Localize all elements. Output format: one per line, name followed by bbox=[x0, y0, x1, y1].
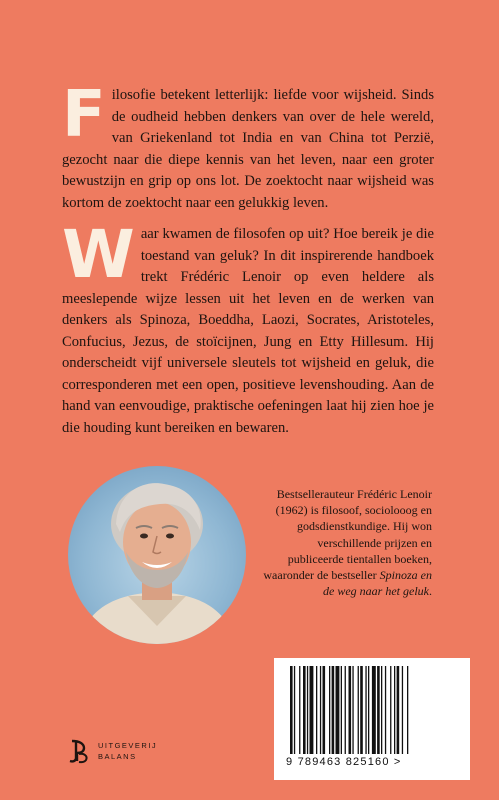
barcode-bar bbox=[390, 666, 391, 754]
intro-text: ilosofie betekent letterlijk: liefde voor wijsheid. Sinds de oudheid hebben denkers van over de hele wereld, van Griekenland tot India en van China tot Perzië, gezocht naar die diepe kennis van het leven, naar een groter bewustzijn en grip op ons lot. De zoektocht naar wijsheid was kortom de zoektocht naar een gelukkig leven. bbox=[62, 87, 434, 211]
barcode-bar bbox=[372, 666, 376, 754]
barcode-bar bbox=[397, 666, 400, 754]
barcode-bar bbox=[377, 666, 380, 754]
barcode-bar bbox=[407, 666, 408, 754]
barcode-bar bbox=[381, 666, 382, 754]
isbn-number: 9 789463 825160 > bbox=[286, 756, 402, 768]
description-text: aar kwamen de filosofen op uit? Hoe bereik je die toestand van geluk? In dit inspirerende handboek trekt Frédéric Lenoir op even heldere als meeslepende wijze lessen uit het leven en de werken van denkers als Spinoza, Boeddha, Laozi, Socrates, Aristoteles, Confucius, Jezus, de stoïcijnen, Jung en Etty Hillesum. Hij onderscheidt vijf universele sleutels tot wijsheid en geluk, die corresponderen met een open, positieve levenshouding. Aan de hand van eenvoudige, praktische oefeningen laat hij zien hoe je die houding kunt bereiken en bewaren. bbox=[62, 226, 434, 436]
barcode-bar bbox=[307, 666, 308, 754]
barcode-bar bbox=[368, 666, 369, 754]
barcode-bar bbox=[320, 666, 321, 754]
barcode-bar bbox=[329, 666, 330, 754]
barcode-bar bbox=[294, 666, 295, 754]
author-bio bbox=[262, 486, 432, 599]
barcode-bar bbox=[332, 666, 335, 754]
barcode-bar bbox=[299, 666, 300, 754]
barcode-bar bbox=[394, 666, 395, 754]
barcode-bar bbox=[349, 666, 352, 754]
barcode-bar bbox=[341, 666, 342, 754]
barcode-bar bbox=[365, 666, 366, 754]
bio-book-title: Spinoza en de weg naar het geluk bbox=[323, 568, 432, 599]
barcode-bar bbox=[385, 666, 386, 754]
dropcap-w: W bbox=[62, 216, 135, 293]
barcode-bar bbox=[323, 666, 326, 754]
description-paragraph bbox=[62, 216, 434, 439]
publisher-name-line2: BALANS bbox=[98, 752, 137, 761]
barcode-bar bbox=[290, 666, 293, 754]
barcode-bar bbox=[345, 666, 346, 754]
author-photo bbox=[68, 466, 246, 644]
author-bio-text: Bestsellerauteur Frédéric Lenoir (1962) is filosoof, sociolooog en godsdienstkundige. Hij won verschillende prijzen en publiceerde tientallen boeken, waaronder de bestseller bbox=[263, 487, 432, 583]
bio-end: . bbox=[429, 584, 432, 599]
barcode-bar bbox=[352, 666, 353, 754]
barcode-bar bbox=[358, 666, 359, 754]
barcode bbox=[274, 658, 470, 780]
barcode-bar bbox=[360, 666, 363, 754]
barcode-bar bbox=[316, 666, 317, 754]
publisher-name-line1: UITGEVERIJ bbox=[98, 741, 158, 750]
dropcap-f: F bbox=[62, 78, 106, 152]
publisher-logo bbox=[66, 738, 157, 764]
barcode-bars bbox=[288, 666, 456, 754]
barcode-bar bbox=[310, 666, 314, 754]
publisher-logo-icon bbox=[66, 738, 92, 764]
barcode-bar bbox=[336, 666, 340, 754]
intro-paragraph bbox=[62, 78, 434, 214]
barcode-bar bbox=[402, 666, 403, 754]
barcode-bar bbox=[303, 666, 306, 754]
